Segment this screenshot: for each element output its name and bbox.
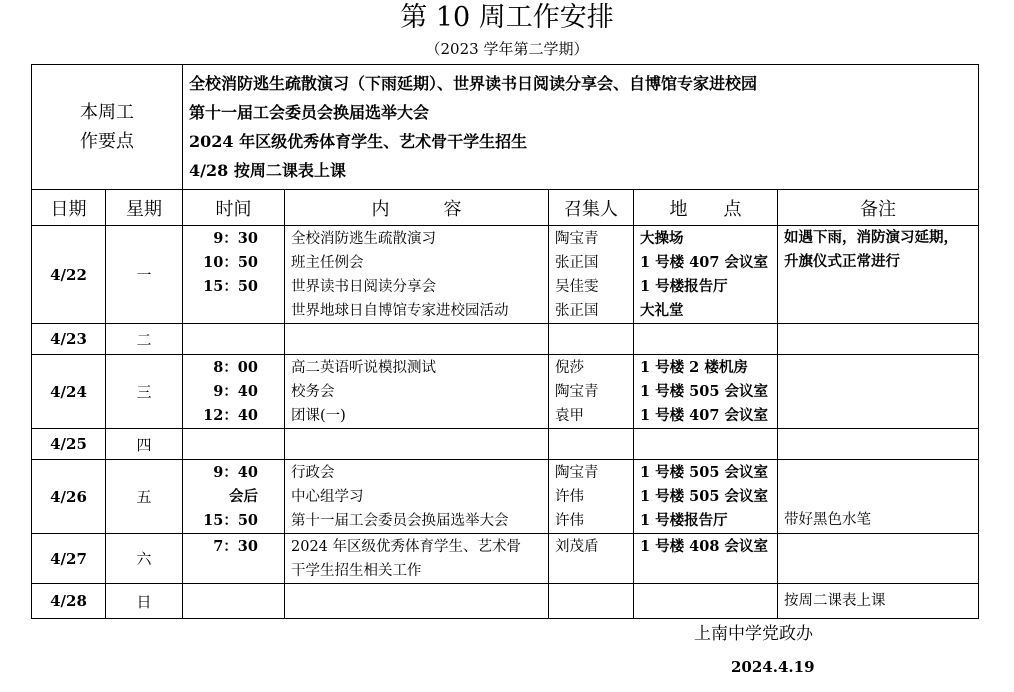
place-entry: 1 号楼 2 楼机房 (640, 359, 748, 376)
place-entry: 1 号楼 505 会议室 (640, 383, 769, 400)
row-conveners (549, 460, 634, 534)
key-points-label-line1: 本周工 (80, 102, 134, 123)
place-entry: 1 号楼报告厅 (640, 278, 728, 295)
time-entry: 12：40 (203, 407, 258, 424)
content-entry: 2024 年区级优秀体育学生、艺术骨 (291, 539, 522, 555)
table-row (32, 584, 979, 619)
row-times (183, 355, 285, 429)
header-place: 地 点 (634, 190, 778, 226)
row-conveners (549, 534, 634, 584)
row-remark (778, 584, 979, 619)
key-points-label-line2: 作要点 (80, 131, 134, 152)
row-weekday: 五 (106, 460, 183, 534)
place-entry: 大操场 (640, 230, 684, 247)
row-date: 4/24 (32, 355, 106, 429)
page-subtitle: （2023 学年第二学期） (425, 40, 589, 58)
convener-entry: 陶宝青 (555, 231, 599, 247)
place-entry: 1 号楼 408 会议室 (640, 538, 769, 555)
remark-entry: 如遇下雨，消防演习延期， (784, 229, 958, 246)
key-point-item: 全校消防逃生疏散演习（下雨延期）、世界读书日阅读分享会、自博馆专家进校园 (189, 74, 758, 93)
convener-entry: 陶宝青 (555, 384, 599, 400)
row-weekday: 二 (106, 324, 183, 355)
row-conveners (549, 429, 634, 460)
place-entry: 大礼堂 (640, 302, 684, 319)
place-entry: 1 号楼 407 会议室 (640, 254, 769, 271)
row-places (634, 584, 778, 619)
row-places (634, 355, 778, 429)
row-times (183, 226, 285, 324)
header-remark: 备注 (778, 190, 979, 226)
row-times (183, 584, 285, 619)
row-times (183, 534, 285, 584)
row-date: 4/23 (32, 324, 106, 355)
table-header-row (32, 190, 979, 226)
row-weekday: 四 (106, 429, 183, 460)
row-places (634, 429, 778, 460)
row-remark (778, 534, 979, 584)
row-remark (778, 429, 979, 460)
row-contents (285, 226, 549, 324)
row-date: 4/25 (32, 429, 106, 460)
row-times (183, 460, 285, 534)
content-entry: 校务会 (291, 384, 335, 400)
key-points-row (32, 65, 979, 190)
content-entry: 中心组学习 (291, 489, 364, 505)
row-contents (285, 324, 549, 355)
place-entry: 1 号楼报告厅 (640, 512, 728, 529)
time-entry: 15：50 (203, 278, 258, 295)
row-remark (778, 355, 979, 429)
row-remark (778, 460, 979, 534)
header-weekday: 星期 (106, 190, 183, 226)
remark-entry: 带好黑色水笔 (784, 512, 871, 528)
convener-entry: 倪莎 (555, 360, 584, 376)
table-row (32, 460, 979, 534)
row-conveners (549, 324, 634, 355)
row-conveners (549, 226, 634, 324)
content-entry: 全校消防逃生疏散演习 (291, 231, 436, 247)
row-weekday: 三 (106, 355, 183, 429)
content-entry: 团课(一) (291, 408, 346, 424)
content-entry: 行政会 (291, 465, 335, 481)
issuer-signature: 上南中学党政办 (694, 624, 813, 644)
row-contents (285, 460, 549, 534)
header-content: 内 容 (285, 190, 549, 226)
place-entry: 1 号楼 505 会议室 (640, 464, 769, 481)
row-date: 4/27 (32, 534, 106, 584)
table-row (32, 226, 979, 324)
row-contents (285, 584, 549, 619)
content-entry: 高二英语听说模拟测试 (291, 360, 436, 376)
key-point-item: 第十一届工会委员会换届选举大会 (189, 103, 430, 122)
convener-entry: 许伟 (555, 489, 584, 505)
header-time: 时间 (183, 190, 285, 226)
content-entry: 第十一届工会委员会换届选举大会 (291, 513, 509, 529)
table-row (32, 324, 979, 355)
row-weekday: 一 (106, 226, 183, 324)
convener-entry: 刘茂盾 (555, 539, 599, 555)
time-entry: 9：40 (213, 464, 258, 481)
remark-entry: 升旗仪式正常进行 (784, 253, 900, 270)
convener-entry: 吴佳雯 (555, 279, 599, 295)
row-remark (778, 226, 979, 324)
row-weekday: 六 (106, 534, 183, 584)
table-row (32, 355, 979, 429)
place-entry: 1 号楼 407 会议室 (640, 407, 769, 424)
convener-entry: 张正国 (555, 255, 599, 271)
time-entry: 15：50 (203, 512, 258, 529)
row-places (634, 324, 778, 355)
key-point-item: 2024 年区级优秀体育学生、艺术骨干学生招生 (189, 132, 528, 151)
row-times (183, 324, 285, 355)
row-times (183, 429, 285, 460)
row-conveners (549, 355, 634, 429)
row-contents (285, 534, 549, 584)
convener-entry: 许伟 (555, 513, 584, 529)
page-title: 第 10 周工作安排 (400, 2, 614, 33)
time-entry: 7：30 (213, 538, 258, 555)
time-entry: 8：00 (213, 359, 258, 376)
time-entry: 10：50 (203, 254, 258, 271)
key-point-item: 4/28 按周二课表上课 (189, 161, 346, 180)
convener-entry: 袁甲 (555, 408, 584, 424)
content-entry: 干学生招生相关工作 (291, 563, 422, 579)
time-entry: 9：40 (213, 383, 258, 400)
header-date: 日期 (32, 190, 106, 226)
time-entry: 9：30 (213, 230, 258, 247)
content-entry: 世界读书日阅读分享会 (291, 279, 436, 295)
row-places (634, 534, 778, 584)
row-date: 4/26 (32, 460, 106, 534)
row-places (634, 460, 778, 534)
remark-entry: 按周二课表上课 (784, 593, 886, 609)
row-date: 4/28 (32, 584, 106, 619)
row-contents (285, 429, 549, 460)
row-places (634, 226, 778, 324)
header-convener: 召集人 (549, 190, 634, 226)
place-entry: 1 号楼 505 会议室 (640, 488, 769, 505)
key-points-list (183, 65, 979, 190)
table-row (32, 534, 979, 584)
content-entry: 班主任例会 (291, 255, 364, 271)
convener-entry: 陶宝青 (555, 465, 599, 481)
row-weekday: 日 (106, 584, 183, 619)
row-conveners (549, 584, 634, 619)
time-entry: 会后 (229, 488, 258, 505)
issue-date: 2024.4.19 (731, 658, 815, 676)
convener-entry: 张正国 (555, 303, 599, 319)
table-row (32, 429, 979, 460)
content-entry: 世界地球日自博馆专家进校园活动 (291, 303, 509, 319)
schedule-table (31, 64, 979, 619)
row-remark (778, 324, 979, 355)
row-contents (285, 355, 549, 429)
key-points-label (32, 65, 183, 190)
row-date: 4/22 (32, 226, 106, 324)
